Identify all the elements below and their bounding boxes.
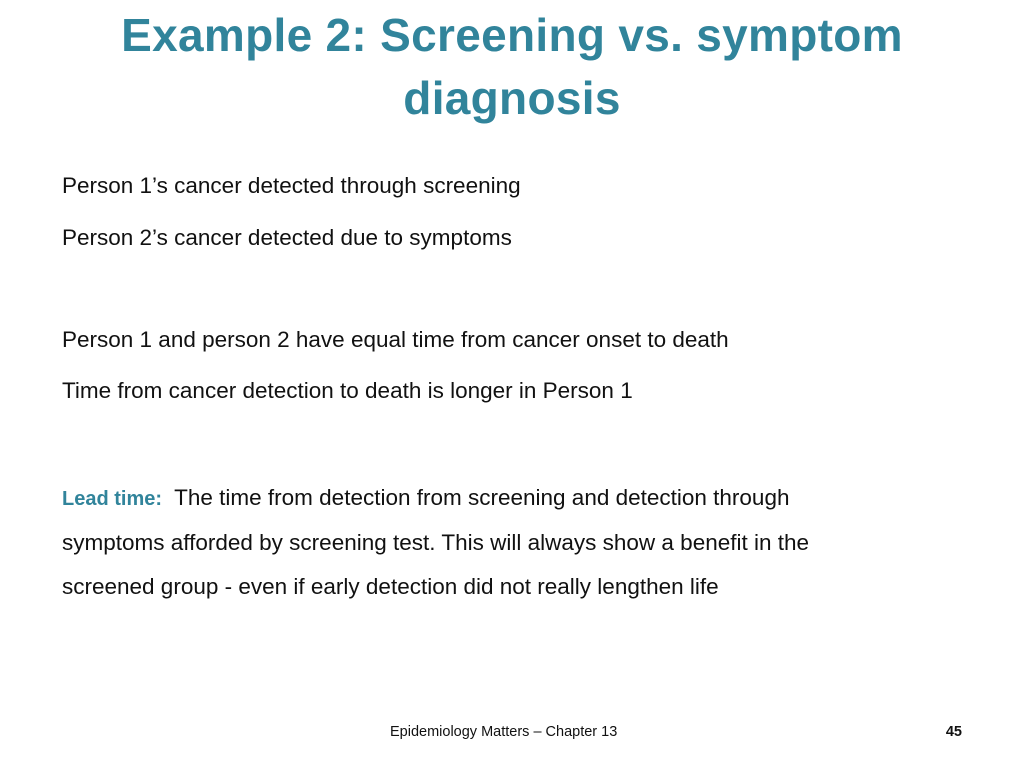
lead-time-text-3: screened group - even if early detection did not really lengthen life [62, 574, 719, 599]
footer-caption: Epidemiology Matters – Chapter 13 [390, 724, 618, 740]
bullet-equal-time: Person 1 and person 2 have equal time from cancer onset to death [62, 327, 729, 352]
page-number: 45 [945, 724, 962, 740]
lead-time-definition [62, 476, 962, 609]
bullet-person2-symptoms: Person 2’s cancer detected due to symptoms [62, 225, 512, 250]
slide-title-line-1: Example 2: Screening vs. symptom [121, 9, 903, 61]
slide-title-line-2: diagnosis [403, 72, 621, 124]
lead-time-line-1 [62, 476, 962, 521]
lead-time-text-1: The time from detection from screening and detection through [174, 485, 790, 510]
slide-title [60, 4, 964, 130]
bullet-person1-screening: Person 1’s cancer detected through screening [62, 173, 521, 198]
lead-time-text-2: symptoms afforded by screening test. This will always show a benefit in the [62, 530, 810, 555]
lead-time-label: Lead time: [62, 488, 163, 510]
bullet-detection-to-death: Time from cancer detection to death is longer in Person 1 [62, 378, 633, 403]
